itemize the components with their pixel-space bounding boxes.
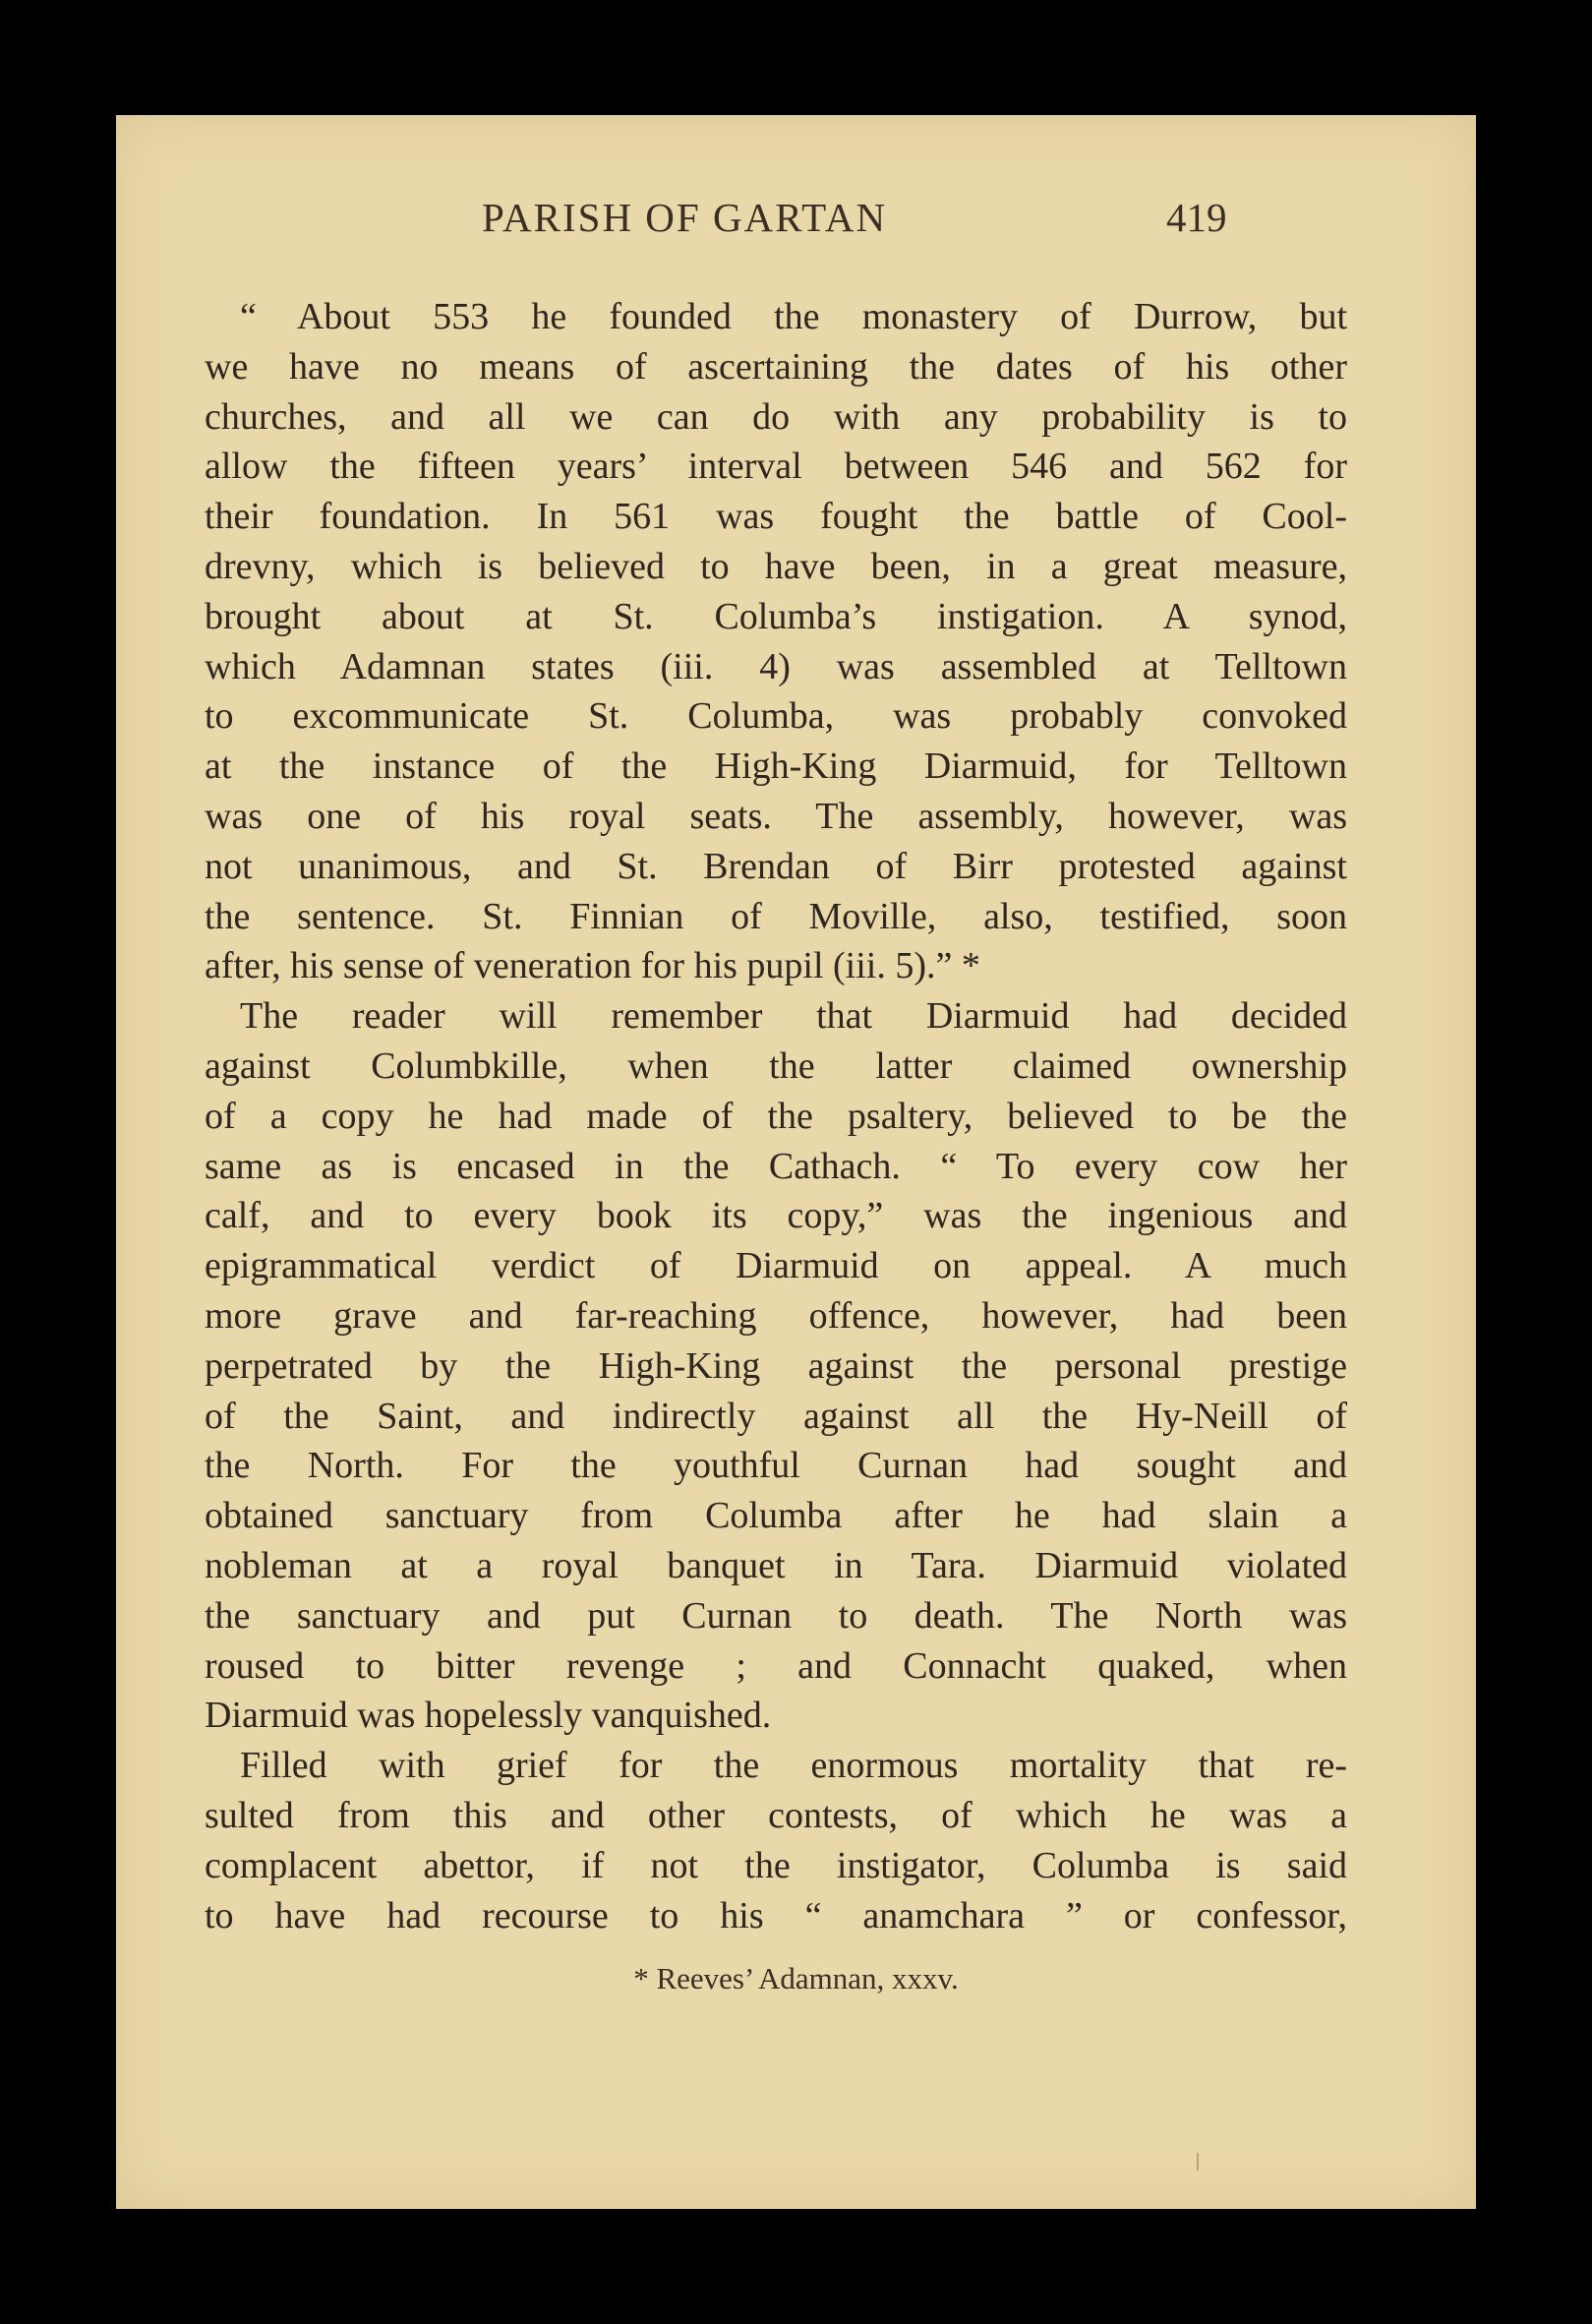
text-line: which Adamnan states (iii. 4) was assembled at Telltown <box>205 645 1347 687</box>
book-page <box>116 115 1476 2209</box>
text-line: roused to bitter revenge ; and Connacht quaked, when <box>205 1644 1347 1687</box>
running-head: PARISH OF GARTAN <box>482 195 888 240</box>
text-line: we have no means of ascertaining the dates of his other <box>205 345 1347 387</box>
text-line: to have had recourse to his “ anamchara ” or confessor, <box>205 1894 1347 1937</box>
text-line: at the instance of the High-King Diarmuid, for Telltown <box>205 745 1347 788</box>
print-mark <box>1197 2153 1199 2171</box>
text-line: brought about at St. Columba’s instigation. A synod, <box>205 595 1347 637</box>
text-line: against Columbkille, when the latter claimed ownership <box>205 1044 1347 1087</box>
text-line: not unanimous, and St. Brendan of Birr protested against <box>205 845 1347 887</box>
text-line: same as is encased in the Cathach. “ To every cow her <box>205 1145 1347 1187</box>
text-line: The reader will remember that Diarmuid had decided <box>240 995 1347 1038</box>
text-line: the North. For the youthful Curnan had sought and <box>205 1445 1347 1487</box>
text-line: the sentence. St. Finnian of Moville, also, testified, soon <box>205 895 1347 937</box>
text-line: drevny, which is believed to have been, in a great measure, <box>205 545 1347 587</box>
text-line: epigrammatical verdict of Diarmuid on appeal. A much <box>205 1245 1347 1287</box>
text-line: more grave and far-reaching offence, however, had been <box>205 1294 1347 1337</box>
text-line: “ About 553 he founded the monastery of Durrow, but <box>240 296 1347 337</box>
text-line: obtained sanctuary from Columba after he had slain a <box>205 1495 1347 1537</box>
text-line: allow the fifteen years’ interval between 546 and 562 for <box>205 446 1347 488</box>
text-line: Diarmuid was hopelessly vanquished. <box>205 1695 772 1737</box>
text-line: calf, and to every book its copy,” was the ingenious and <box>205 1195 1347 1237</box>
page-header <box>116 194 1476 253</box>
text-line: of a copy he had made of the psaltery, believed to be the <box>205 1095 1347 1137</box>
page-number: 419 <box>1166 195 1227 240</box>
text-line: sulted from this and other contests, of which he was a <box>205 1794 1347 1836</box>
text-line: after, his sense of veneration for his pupil (iii. 5).” * <box>205 945 980 987</box>
text-line: Filled with grief for the enormous mortality that re- <box>240 1745 1347 1787</box>
text-line: to excommunicate St. Columba, was probably convoked <box>205 695 1347 738</box>
text-line: churches, and all we can do with any probability is to <box>205 395 1347 438</box>
body-text <box>205 292 1347 1940</box>
text-line: the sanctuary and put Curnan to death. The North was <box>205 1594 1347 1637</box>
footnote: * Reeves’ Adamnan, xxxv. <box>633 1961 959 1996</box>
text-line: nobleman at a royal banquet in Tara. Diarmuid violated <box>205 1544 1347 1586</box>
text-line: perpetrated by the High-King against the personal prestige <box>205 1344 1347 1387</box>
text-line: was one of his royal seats. The assembly, however, was <box>205 795 1347 837</box>
text-line: of the Saint, and indirectly against all the Hy-Neill of <box>205 1395 1347 1437</box>
text-line: their foundation. In 561 was fought the battle of Cool- <box>205 496 1347 538</box>
text-line: complacent abettor, if not the instigator, Columba is said <box>205 1844 1347 1886</box>
